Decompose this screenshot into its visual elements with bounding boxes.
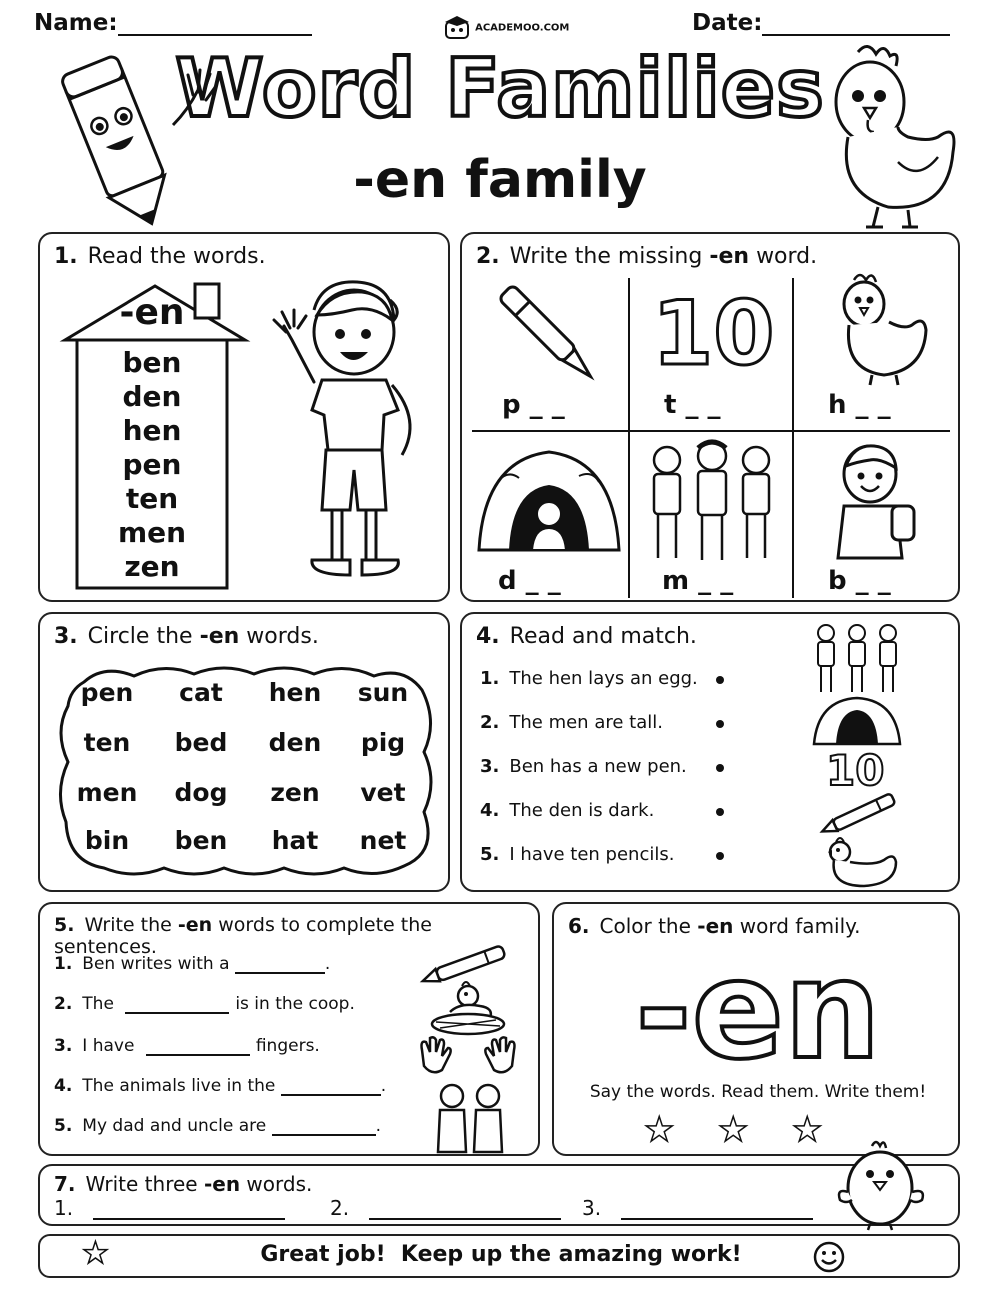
answer-blank[interactable] [369,1218,561,1220]
star-icon: ★ [718,1110,749,1150]
circle-word[interactable]: pig [360,728,406,757]
answer-blank[interactable] [272,1134,376,1136]
men-icon [812,622,902,694]
footer-message: Great job! Keep up the amazing work! [260,1242,742,1267]
section-2-number: 2. [476,244,500,269]
section-6-instruction-end: word family. [739,914,861,938]
match-sentence: 1. The hen lays an egg. [480,668,698,689]
big-word-outline[interactable]: -en [635,932,881,1090]
section-5-instruction-bold: -en [177,914,213,936]
section-6-number: 6. [568,914,590,938]
section-7-instruction: Write three [85,1172,198,1196]
answer-blank[interactable] [93,1218,285,1220]
house-word: den [122,380,182,413]
section-2-header [476,244,817,269]
section-5-box [38,902,540,1156]
cell-label: t _ _ [664,390,721,420]
circle-word[interactable]: dog [174,778,228,807]
circle-word[interactable]: hat [271,826,319,855]
pen-icon [498,284,598,384]
match-dot[interactable] [716,676,724,684]
cell-label: d _ _ [498,566,561,596]
house-word: ben [122,346,182,379]
boy-icon [830,440,920,560]
hands-icon [416,1036,520,1076]
number-ten-icon: 10 [652,282,775,385]
chick-icon [836,1138,926,1230]
cell-label: b _ _ [828,566,891,596]
brand-text: ACADEMOO.COM [475,22,570,34]
house-word: zen [124,550,180,583]
section-6-instruction: Color the [599,914,691,938]
star-icon: ★ [792,1110,823,1150]
word-blank-3: 3. [582,1196,813,1220]
house-word: ten [125,482,179,515]
two-men-icon [434,1080,508,1154]
star-icon: ★ [644,1110,675,1150]
fill-sentence: 2. The is in the coop. [54,994,355,1014]
page-title: Word Families [175,42,825,135]
section-4-box [460,612,960,892]
pencil-mascot-icon [48,50,218,230]
section-2-instruction-end: word. [756,244,818,269]
house-word: hen [122,414,182,447]
hen-mascot-icon [818,42,968,232]
section-1-header [54,244,266,269]
circle-word[interactable]: den [268,728,322,757]
fill-sentence: 4. The animals live in the . [54,1076,387,1096]
answer-blank[interactable] [235,972,325,974]
men-icon [642,438,782,568]
answer-blank[interactable] [621,1218,813,1220]
match-sentence: 3. Ben has a new pen. [480,756,687,777]
pen-icon [824,790,904,834]
section-7-header [54,1172,312,1196]
hen-nest-icon [430,978,506,1038]
section-1-box [38,232,450,602]
den-icon [474,440,624,560]
circle-word[interactable]: men [76,778,138,807]
section-6-instruction-bold: -en [697,914,734,938]
logo-icon [444,16,470,40]
match-sentence: 2. The men are tall. [480,712,663,733]
section-3-box [38,612,450,892]
circle-word[interactable]: bin [84,826,130,855]
match-dot[interactable] [716,764,724,772]
name-label: Name: [34,10,118,36]
section-3-number: 3. [54,624,78,649]
section-2-box [460,232,960,602]
match-dot[interactable] [716,852,724,860]
brand-logo [444,16,569,40]
section-5-instruction: Write the [84,914,172,936]
circle-word[interactable]: hen [268,678,322,707]
house-word: men [117,516,187,549]
answer-blank[interactable] [281,1094,381,1096]
circle-word[interactable]: pen [80,678,134,707]
section-4-header [476,624,697,649]
word-blank-1: 1. [54,1196,285,1220]
page-subtitle: -en family [353,150,647,210]
circle-word[interactable]: net [359,826,407,855]
match-sentence: 5. I have ten pencils. [480,844,675,865]
section-1-number: 1. [54,244,78,269]
section-3-instruction-end: words. [246,624,319,649]
section-7-box [38,1164,960,1226]
roof-label: -en [119,292,185,333]
match-dot[interactable] [716,808,724,816]
circle-word[interactable]: zen [270,778,320,807]
section-3-header [54,624,319,649]
circle-word[interactable]: vet [360,778,406,807]
section-1-instruction: Read the words. [87,244,266,269]
cell-label: p _ _ [502,390,565,420]
circle-word[interactable]: cat [179,678,223,707]
footer-banner [38,1234,960,1278]
say-text: Say the words. Read them. Write them! [589,1082,927,1102]
section-3-instruction: Circle the [87,624,193,649]
circle-word[interactable]: bed [174,728,228,757]
match-sentence: 4. The den is dark. [480,800,655,821]
circle-word[interactable]: sun [357,678,409,707]
answer-blank[interactable] [146,1054,250,1056]
section-6-box [552,902,960,1156]
section-2-instruction-bold: -en [709,244,750,269]
date-field[interactable] [762,10,950,36]
date-label: Date: [692,10,763,36]
answer-blank[interactable] [125,1012,229,1014]
fill-sentence: 5. My dad and uncle are . [54,1116,382,1136]
fill-sentence: 3. I have fingers. [54,1036,320,1056]
section-4-number: 4. [476,624,500,649]
den-icon [812,696,902,746]
section-7-number: 7. [54,1172,76,1196]
circle-word[interactable]: ben [174,826,228,855]
number-ten-icon: 10 [826,746,885,795]
fill-sentence: 1. Ben writes with a . [54,954,331,974]
word-blank-2: 2. [330,1196,561,1220]
section-5-instruction-end: words to complete the sentences. [54,914,432,958]
house-word: pen [122,448,182,481]
house-word-list [77,346,227,586]
section-3-instruction-bold: -en [199,624,240,649]
boy-waving-icon [262,270,442,590]
match-dot[interactable] [716,720,724,728]
cell-label: m _ _ [662,566,734,596]
hen-icon [834,270,934,390]
section-7-instruction-bold: -en [203,1172,241,1196]
star-icon: ★ [82,1236,109,1271]
name-field[interactable] [118,10,312,36]
hen-icon [824,834,904,890]
cell-label: h _ _ [828,390,891,420]
section-4-instruction: Read and match. [509,624,697,649]
section-5-number: 5. [54,914,75,936]
circle-word[interactable]: ten [83,728,131,757]
smiley-icon [812,1240,846,1274]
section-7-instruction-end: words. [246,1172,313,1196]
section-2-instruction: Write the missing [509,244,703,269]
